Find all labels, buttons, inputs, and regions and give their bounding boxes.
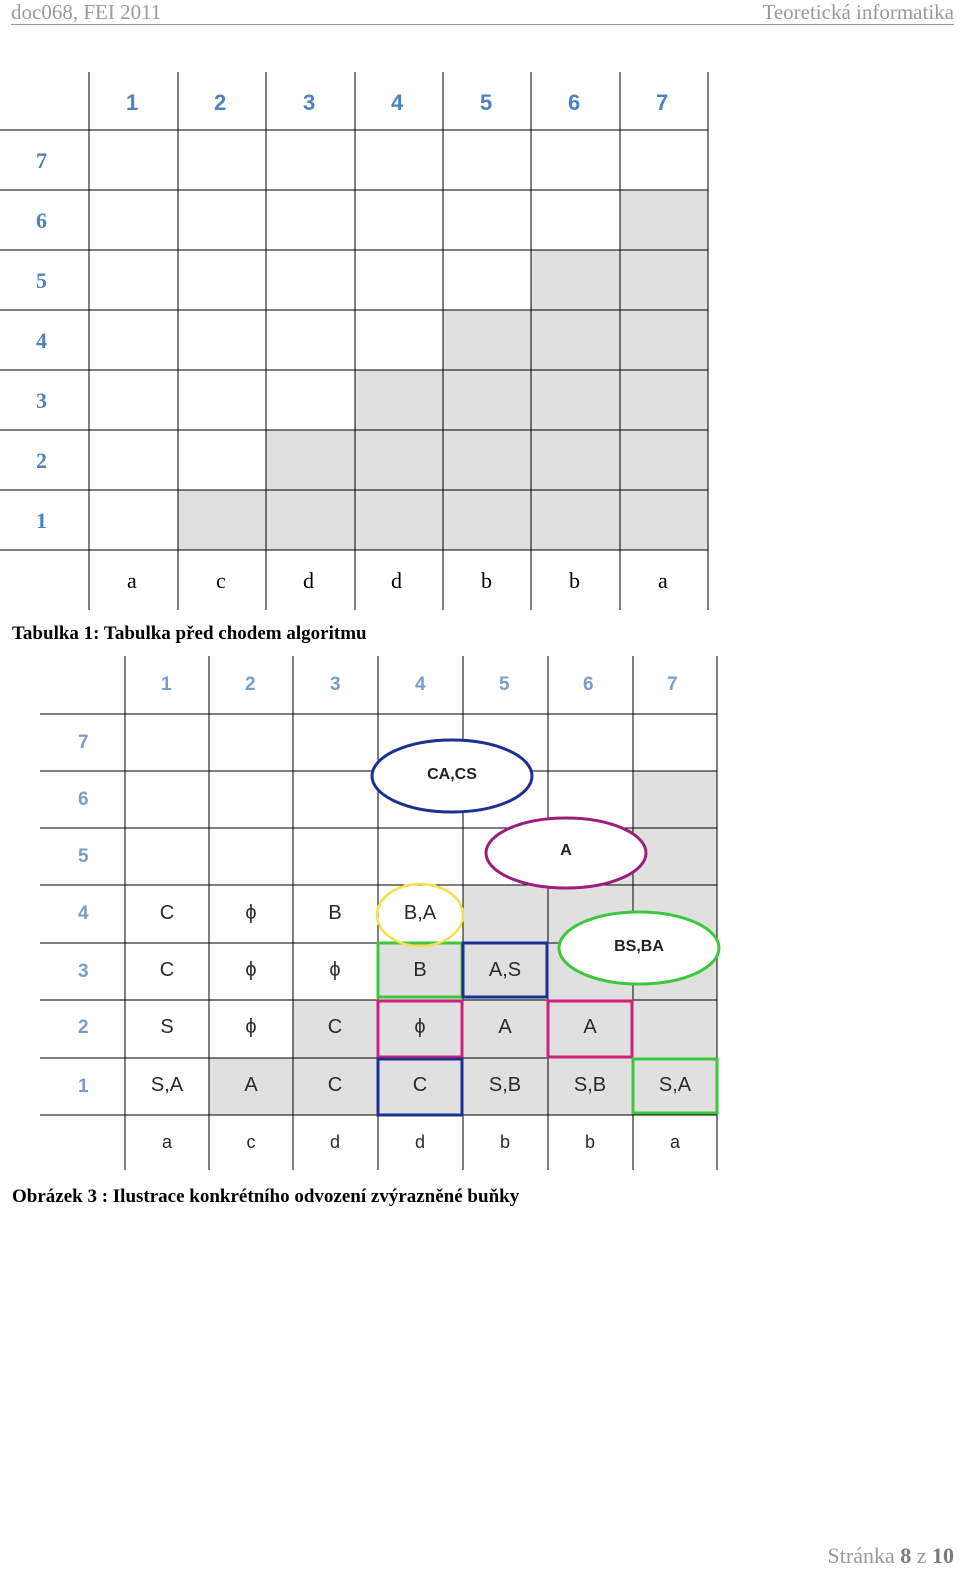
figure-input-symbol: b <box>499 1132 510 1152</box>
figure-input-symbol: a <box>669 1132 680 1152</box>
figure-caption: Obrázek 3 : Ilustrace konkrétního odvození zvýrazněné buňky <box>12 1186 520 1207</box>
figure-input-symbol: d <box>414 1132 425 1152</box>
cell-r4-c4: B,A <box>403 902 437 924</box>
unused-cell <box>178 490 266 550</box>
table1-col-label: 2 <box>214 90 227 115</box>
unused-cell <box>443 310 531 370</box>
unused-cell <box>355 430 443 490</box>
figure-input-symbol: a <box>161 1132 172 1152</box>
unused-cell <box>355 490 443 550</box>
figure-row-label: 6 <box>78 789 89 810</box>
unused-cell <box>463 885 548 943</box>
unused-cell <box>531 250 620 310</box>
table1-row-label: 4 <box>36 328 47 353</box>
figure-col-label: 5 <box>499 674 510 695</box>
unused-cell <box>443 370 531 430</box>
unused-cell <box>443 490 531 550</box>
table1-col-label: 4 <box>391 90 404 115</box>
table1-input-symbol: b <box>569 568 580 593</box>
cell-r3-c4: B <box>413 959 427 981</box>
figure-row-label: 1 <box>78 1076 89 1097</box>
cell-r1-c7: S,A <box>658 1074 692 1096</box>
table1-input-symbol: a <box>658 568 668 593</box>
table1-input-symbol: d <box>391 568 402 593</box>
table1-input-symbol: b <box>481 568 492 593</box>
header-rule <box>11 24 954 25</box>
unused-cell <box>266 490 355 550</box>
figure-col-label: 7 <box>667 674 678 695</box>
cell-r3-c3: ϕ <box>329 959 341 981</box>
unused-cell <box>620 310 708 370</box>
figure-row-label: 7 <box>78 732 89 753</box>
unused-cell <box>620 430 708 490</box>
cyk-table-empty <box>0 72 710 610</box>
footer-page-total: 10 <box>932 1543 954 1568</box>
footer-sep: z <box>916 1543 927 1568</box>
table1-input-symbol: c <box>216 568 226 593</box>
unused-cell <box>443 430 531 490</box>
figure-row-label: 2 <box>78 1017 89 1038</box>
unused-cell <box>531 490 620 550</box>
unused-cell <box>620 250 708 310</box>
figure-col-label: 6 <box>583 674 594 695</box>
table1-input-symbol: d <box>303 568 314 593</box>
figure-col-label: 4 <box>415 674 426 695</box>
cell-r1-c4: C <box>412 1074 428 1096</box>
table1-col-label: 5 <box>480 90 493 115</box>
figure-row-label: 4 <box>78 903 89 924</box>
cell-r3-c2: ϕ <box>245 959 257 981</box>
table1-col-label: 3 <box>303 90 316 115</box>
header-course-title: Teoretická informatika <box>762 0 954 24</box>
ellipse-label-bs-ba: BS,BA <box>614 938 664 955</box>
cell-r1-c5: S,B <box>488 1074 522 1096</box>
cell-r2-c1: S <box>160 1016 174 1038</box>
cell-r4-c3: B <box>328 902 342 924</box>
figure-input-symbol: d <box>329 1132 340 1152</box>
table1-col-label: 1 <box>126 90 139 115</box>
unused-cell <box>531 430 620 490</box>
unused-cell <box>620 370 708 430</box>
table1-row-label: 5 <box>36 268 47 293</box>
cell-r4-c1: C <box>159 902 175 924</box>
table1-row-label: 2 <box>36 448 47 473</box>
table1-row-label: 7 <box>36 148 47 173</box>
footer-page-number: 8 <box>900 1543 912 1568</box>
footer-prefix: Stránka <box>827 1543 895 1568</box>
cell-r2-c4: ϕ <box>414 1016 426 1038</box>
table1-col-label: 6 <box>568 90 581 115</box>
header-doc-id: doc068, FEI 2011 <box>11 0 162 24</box>
cell-r1-c3: C <box>327 1074 343 1096</box>
unused-cell <box>355 370 443 430</box>
table1-row-label: 6 <box>36 208 47 233</box>
unused-cell <box>633 1000 717 1058</box>
unused-cell <box>531 310 620 370</box>
ellipse-label-a: A <box>560 842 572 859</box>
figure-col-label: 3 <box>330 674 341 695</box>
cell-r2-c6: A <box>583 1016 597 1038</box>
cell-r2-c3: C <box>327 1016 343 1038</box>
cell-r3-c1: C <box>159 959 175 981</box>
page-header <box>0 0 960 26</box>
unused-cell <box>620 190 708 250</box>
ellipse-label-ca-cs: CA,CS <box>427 766 477 783</box>
unused-cell <box>633 771 717 828</box>
cell-r1-c6: S,B <box>573 1074 607 1096</box>
cell-r1-c2: A <box>244 1074 258 1096</box>
unused-cell <box>266 430 355 490</box>
figure-row-label: 3 <box>78 961 89 982</box>
table1-grid <box>0 72 710 610</box>
cell-r3-c5: A,S <box>488 959 522 981</box>
unused-cell <box>620 490 708 550</box>
figure-input-symbol: c <box>246 1132 256 1152</box>
page-footer <box>828 1543 954 1569</box>
figure-col-label: 2 <box>245 674 256 695</box>
figure-input-symbol: b <box>584 1132 595 1152</box>
table1-col-label: 7 <box>656 90 669 115</box>
table1-caption: Tabulka 1: Tabulka před chodem algoritmu <box>12 623 367 644</box>
table1-row-label: 3 <box>36 388 47 413</box>
cell-r1-c1: S,A <box>150 1074 184 1096</box>
cell-r4-c2: ϕ <box>245 902 257 924</box>
table1-input-symbol: a <box>127 568 137 593</box>
cell-r2-c2: ϕ <box>245 1016 257 1038</box>
cell-r2-c5: A <box>498 1016 512 1038</box>
figure-row-label: 5 <box>78 846 89 867</box>
figure-col-label: 1 <box>161 674 172 695</box>
cyk-derivation-figure <box>0 656 730 1176</box>
table1-row-label: 1 <box>36 508 47 533</box>
unused-cell <box>531 370 620 430</box>
